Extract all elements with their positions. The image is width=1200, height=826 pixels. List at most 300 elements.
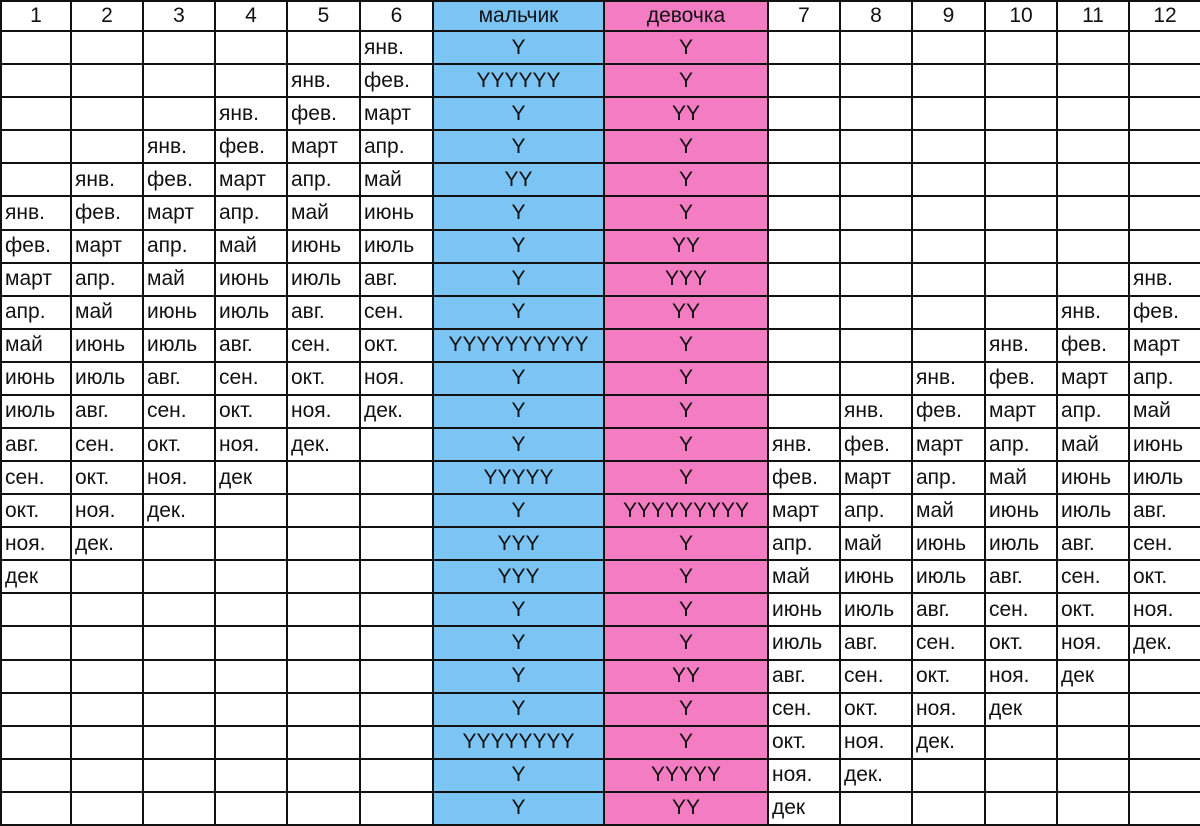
month-cell: фев. xyxy=(1129,296,1200,329)
month-cell: июнь xyxy=(912,527,985,560)
month-cell: авг. xyxy=(912,593,985,626)
month-cell xyxy=(1129,759,1200,792)
month-cell xyxy=(1057,31,1129,64)
girl-tally-cell: YY xyxy=(604,792,768,825)
month-cell xyxy=(840,130,912,163)
month-cell: май xyxy=(215,230,287,263)
month-cell: март xyxy=(143,196,215,229)
month-cell: янв. xyxy=(215,97,287,130)
month-cell: ноя. xyxy=(215,428,287,461)
month-cell: дек. xyxy=(287,428,360,461)
month-cell: ноя. xyxy=(287,395,360,428)
month-cell: янв. xyxy=(1129,263,1200,296)
month-cell xyxy=(840,196,912,229)
month-cell xyxy=(143,626,215,659)
boy-tally-cell: Y xyxy=(433,31,604,64)
table-row xyxy=(1,395,1200,428)
month-cell: фев. xyxy=(985,362,1057,395)
boy-tally-cell: Y xyxy=(433,428,604,461)
month-cell xyxy=(840,31,912,64)
girl-tally-cell: YYY xyxy=(604,263,768,296)
girl-tally-cell: Y xyxy=(604,64,768,97)
month-cell: окт. xyxy=(912,660,985,693)
month-cell xyxy=(1057,759,1129,792)
table-row xyxy=(1,97,1200,130)
month-cell: дек. xyxy=(360,395,433,428)
header-column-number: 4 xyxy=(215,1,287,31)
month-cell xyxy=(912,792,985,825)
month-cell xyxy=(1057,64,1129,97)
month-cell xyxy=(912,31,985,64)
month-cell xyxy=(768,395,840,428)
month-cell xyxy=(1129,64,1200,97)
month-cell: май xyxy=(840,527,912,560)
month-cell: апр. xyxy=(71,263,143,296)
table-row xyxy=(1,527,1200,560)
month-cell: сен. xyxy=(71,428,143,461)
month-cell: фев. xyxy=(1057,329,1129,362)
month-cell xyxy=(71,97,143,130)
boy-tally-cell: Y xyxy=(433,263,604,296)
header-column-number: 5 xyxy=(287,1,360,31)
month-cell: авг. xyxy=(1129,494,1200,527)
month-cell: апр. xyxy=(1129,362,1200,395)
month-cell xyxy=(143,759,215,792)
month-cell xyxy=(1057,196,1129,229)
month-cell xyxy=(1,64,71,97)
month-cell xyxy=(71,792,143,825)
month-cell: ноя. xyxy=(768,759,840,792)
month-cell xyxy=(912,759,985,792)
header-column-number: 1 xyxy=(1,1,71,31)
month-cell: апр. xyxy=(985,428,1057,461)
header-column-number: 6 xyxy=(360,1,433,31)
month-cell xyxy=(985,163,1057,196)
month-cell: март xyxy=(71,230,143,263)
month-cell: апр. xyxy=(1057,395,1129,428)
girl-tally-cell: Y xyxy=(604,130,768,163)
month-cell xyxy=(1,660,71,693)
table-row xyxy=(1,163,1200,196)
month-cell: март xyxy=(912,428,985,461)
month-cell xyxy=(1129,31,1200,64)
month-cell: май xyxy=(1,329,71,362)
table-row xyxy=(1,230,1200,263)
girl-tally-cell: YY xyxy=(604,230,768,263)
month-cell: авг. xyxy=(840,626,912,659)
month-cell xyxy=(768,64,840,97)
month-cell xyxy=(360,792,433,825)
month-cell: март xyxy=(768,494,840,527)
month-cell: фев. xyxy=(215,130,287,163)
month-cell: март xyxy=(1129,329,1200,362)
month-cell: сен. xyxy=(840,660,912,693)
month-cell: окт. xyxy=(768,726,840,759)
month-cell xyxy=(985,97,1057,130)
month-cell xyxy=(215,560,287,593)
month-cell: май xyxy=(71,296,143,329)
month-cell: ноя. xyxy=(71,494,143,527)
girl-tally-cell: Y xyxy=(604,428,768,461)
month-cell xyxy=(143,97,215,130)
month-cell: дек. xyxy=(1129,626,1200,659)
month-cell xyxy=(143,31,215,64)
month-cell xyxy=(1129,726,1200,759)
boy-tally-cell: Y xyxy=(433,97,604,130)
month-cell: ноя. xyxy=(1,527,71,560)
month-cell xyxy=(1,97,71,130)
month-cell xyxy=(840,64,912,97)
month-cell: дек. xyxy=(840,759,912,792)
month-cell: апр. xyxy=(360,130,433,163)
table-row xyxy=(1,693,1200,726)
month-cell xyxy=(360,461,433,494)
month-cell xyxy=(985,230,1057,263)
month-cell xyxy=(143,560,215,593)
girl-tally-cell: Y xyxy=(604,362,768,395)
month-cell: авг. xyxy=(71,395,143,428)
month-cell: март xyxy=(985,395,1057,428)
header-girl: девочка xyxy=(604,1,768,31)
header-column-number: 9 xyxy=(912,1,985,31)
month-cell xyxy=(1057,263,1129,296)
month-cell xyxy=(1057,230,1129,263)
month-cell xyxy=(768,329,840,362)
month-cell: авг. xyxy=(360,263,433,296)
month-cell xyxy=(71,626,143,659)
girl-tally-cell: YYYYY xyxy=(604,759,768,792)
table-body xyxy=(1,1,1200,825)
table-row xyxy=(1,31,1200,64)
month-cell xyxy=(840,329,912,362)
boy-tally-cell: Y xyxy=(433,626,604,659)
month-cell xyxy=(1057,97,1129,130)
header-column-number: 2 xyxy=(71,1,143,31)
month-cell xyxy=(215,726,287,759)
table-row xyxy=(1,660,1200,693)
month-cell xyxy=(287,726,360,759)
month-cell xyxy=(1057,693,1129,726)
month-cell xyxy=(287,660,360,693)
table-row xyxy=(1,626,1200,659)
month-cell: июнь xyxy=(1129,428,1200,461)
month-cell xyxy=(912,329,985,362)
month-cell xyxy=(143,726,215,759)
boy-tally-cell: Y xyxy=(433,792,604,825)
month-cell xyxy=(143,660,215,693)
month-cell: янв. xyxy=(71,163,143,196)
month-cell xyxy=(912,296,985,329)
month-cell xyxy=(985,196,1057,229)
month-cell xyxy=(768,196,840,229)
girl-tally-cell: YY xyxy=(604,660,768,693)
month-cell: июль xyxy=(143,329,215,362)
month-cell: ноя. xyxy=(360,362,433,395)
boy-tally-cell: Y xyxy=(433,230,604,263)
month-cell xyxy=(1,693,71,726)
month-cell: май xyxy=(768,560,840,593)
month-cell xyxy=(215,593,287,626)
month-cell: март xyxy=(1,263,71,296)
month-cell xyxy=(287,792,360,825)
month-cell: май xyxy=(143,263,215,296)
month-cell: дек xyxy=(768,792,840,825)
month-cell xyxy=(768,31,840,64)
boy-tally-cell: Y xyxy=(433,395,604,428)
month-cell xyxy=(143,792,215,825)
table-row xyxy=(1,593,1200,626)
month-cell: ноя. xyxy=(840,726,912,759)
boy-tally-cell: Y xyxy=(433,196,604,229)
month-cell: март xyxy=(1057,362,1129,395)
table-row xyxy=(1,196,1200,229)
table-row xyxy=(1,759,1200,792)
month-cell: июнь xyxy=(985,494,1057,527)
month-cell xyxy=(215,759,287,792)
month-cell: март xyxy=(360,97,433,130)
month-cell xyxy=(768,296,840,329)
boy-tally-cell: Y xyxy=(433,759,604,792)
month-cell: ноя. xyxy=(985,660,1057,693)
month-cell: апр. xyxy=(287,163,360,196)
month-cell: янв. xyxy=(360,31,433,64)
month-cell: июль xyxy=(287,263,360,296)
boy-tally-cell: Y xyxy=(433,130,604,163)
month-cell: июль xyxy=(360,230,433,263)
month-cell: дек. xyxy=(912,726,985,759)
month-cell: июль xyxy=(840,593,912,626)
month-cell: окт. xyxy=(287,362,360,395)
month-cell: окт. xyxy=(985,626,1057,659)
month-cell xyxy=(360,626,433,659)
month-cell xyxy=(985,263,1057,296)
month-cell xyxy=(360,693,433,726)
girl-tally-cell: Y xyxy=(604,196,768,229)
month-cell xyxy=(215,626,287,659)
month-cell xyxy=(1057,726,1129,759)
month-cell xyxy=(215,494,287,527)
header-column-number: 12 xyxy=(1129,1,1200,31)
header-row xyxy=(1,1,1200,31)
month-cell xyxy=(912,196,985,229)
girl-tally-cell: YY xyxy=(604,97,768,130)
month-cell xyxy=(360,428,433,461)
month-cell: май xyxy=(1129,395,1200,428)
month-cell xyxy=(360,560,433,593)
header-column-number: 11 xyxy=(1057,1,1129,31)
month-cell xyxy=(768,230,840,263)
month-cell: май xyxy=(360,163,433,196)
month-cell xyxy=(1,31,71,64)
boy-tally-cell: YYYYY xyxy=(433,461,604,494)
month-cell xyxy=(215,693,287,726)
month-cell: июнь xyxy=(71,329,143,362)
month-cell xyxy=(768,263,840,296)
month-cell xyxy=(287,31,360,64)
month-cell xyxy=(985,130,1057,163)
girl-tally-cell: Y xyxy=(604,527,768,560)
month-cell: фев. xyxy=(143,163,215,196)
month-cell: авг. xyxy=(287,296,360,329)
girl-tally-cell: Y xyxy=(604,163,768,196)
boy-tally-cell: Y xyxy=(433,593,604,626)
month-cell: июль xyxy=(1129,461,1200,494)
month-cell xyxy=(360,726,433,759)
header-column-number: 3 xyxy=(143,1,215,31)
month-cell: фев. xyxy=(840,428,912,461)
month-cell xyxy=(1129,130,1200,163)
month-cell: окт. xyxy=(143,428,215,461)
month-cell xyxy=(71,726,143,759)
girl-tally-cell: Y xyxy=(604,329,768,362)
table-row xyxy=(1,428,1200,461)
month-cell xyxy=(1,593,71,626)
month-cell xyxy=(912,97,985,130)
month-cell: янв. xyxy=(1,196,71,229)
month-cell xyxy=(985,759,1057,792)
month-cell xyxy=(768,97,840,130)
table-row xyxy=(1,362,1200,395)
month-cell: июнь xyxy=(1057,461,1129,494)
month-cell: окт. xyxy=(1,494,71,527)
boy-tally-cell: Y xyxy=(433,296,604,329)
month-cell xyxy=(71,31,143,64)
month-cell: апр. xyxy=(912,461,985,494)
month-cell: июнь xyxy=(840,560,912,593)
month-cell xyxy=(71,64,143,97)
month-cell: июнь xyxy=(215,263,287,296)
month-cell: сен. xyxy=(912,626,985,659)
month-cell: июнь xyxy=(768,593,840,626)
month-cell xyxy=(1129,230,1200,263)
header-boy: мальчик xyxy=(433,1,604,31)
month-cell: окт. xyxy=(71,461,143,494)
month-cell xyxy=(71,660,143,693)
month-cell xyxy=(215,31,287,64)
table-row xyxy=(1,329,1200,362)
month-cell: июль xyxy=(1,395,71,428)
month-cell xyxy=(1,130,71,163)
month-cell xyxy=(287,494,360,527)
month-cell xyxy=(287,593,360,626)
month-cell xyxy=(912,130,985,163)
month-cell xyxy=(1129,196,1200,229)
month-cell: ноя. xyxy=(1057,626,1129,659)
month-cell: янв. xyxy=(840,395,912,428)
month-cell xyxy=(287,626,360,659)
month-cell: авг. xyxy=(1057,527,1129,560)
month-cell: июль xyxy=(215,296,287,329)
month-cell: сен. xyxy=(1129,527,1200,560)
month-cell xyxy=(1129,660,1200,693)
month-cell xyxy=(1,726,71,759)
month-cell xyxy=(985,31,1057,64)
month-cell: дек. xyxy=(71,527,143,560)
month-cell xyxy=(840,362,912,395)
month-cell: авг. xyxy=(985,560,1057,593)
girl-tally-cell: Y xyxy=(604,693,768,726)
month-cell: авг. xyxy=(215,329,287,362)
month-cell: июнь xyxy=(360,196,433,229)
month-cell xyxy=(1057,792,1129,825)
month-cell xyxy=(360,759,433,792)
boy-tally-cell: YY xyxy=(433,163,604,196)
month-cell: дек xyxy=(1057,660,1129,693)
month-cell: авг. xyxy=(143,362,215,395)
girl-tally-cell: Y xyxy=(604,726,768,759)
table-row xyxy=(1,494,1200,527)
month-cell: апр. xyxy=(1,296,71,329)
table-row xyxy=(1,560,1200,593)
month-cell: март xyxy=(215,163,287,196)
table-row xyxy=(1,726,1200,759)
month-cell xyxy=(912,64,985,97)
month-cell: июль xyxy=(912,560,985,593)
girl-tally-cell: YYYYYYYYY xyxy=(604,494,768,527)
boy-tally-cell: YYY xyxy=(433,527,604,560)
month-cell: авг. xyxy=(1,428,71,461)
month-cell: июль xyxy=(985,527,1057,560)
month-cell: ноя. xyxy=(1129,593,1200,626)
month-cell: ноя. xyxy=(912,693,985,726)
boy-tally-cell: YYY xyxy=(433,560,604,593)
month-cell: дек. xyxy=(143,494,215,527)
girl-tally-cell: Y xyxy=(604,395,768,428)
month-cell: сен. xyxy=(768,693,840,726)
month-cell xyxy=(143,693,215,726)
boy-tally-cell: YYYYYYYY xyxy=(433,726,604,759)
boy-tally-cell: Y xyxy=(433,362,604,395)
month-cell xyxy=(912,230,985,263)
month-cell: дек xyxy=(215,461,287,494)
girl-tally-cell: Y xyxy=(604,461,768,494)
month-cell xyxy=(143,527,215,560)
month-cell: фев. xyxy=(287,97,360,130)
month-cell: март xyxy=(287,130,360,163)
month-cell xyxy=(287,560,360,593)
month-cell: ноя. xyxy=(143,461,215,494)
table-row xyxy=(1,263,1200,296)
month-cell xyxy=(985,792,1057,825)
month-cell xyxy=(143,593,215,626)
month-cell: сен. xyxy=(1057,560,1129,593)
month-cell: июль xyxy=(71,362,143,395)
month-cell xyxy=(71,693,143,726)
boy-tally-cell: Y xyxy=(433,693,604,726)
month-cell: фев. xyxy=(71,196,143,229)
month-cell xyxy=(215,527,287,560)
month-cell: окт. xyxy=(840,693,912,726)
month-cell xyxy=(912,263,985,296)
table-row xyxy=(1,461,1200,494)
girl-tally-cell: YY xyxy=(604,296,768,329)
month-cell: янв. xyxy=(912,362,985,395)
boy-tally-cell: YYYYYYYYYY xyxy=(433,329,604,362)
boy-tally-cell: YYYYYY xyxy=(433,64,604,97)
month-cell xyxy=(71,759,143,792)
month-cell xyxy=(360,593,433,626)
month-cell xyxy=(287,527,360,560)
girl-tally-cell: Y xyxy=(604,626,768,659)
month-cell xyxy=(985,726,1057,759)
month-cell xyxy=(1,759,71,792)
month-cell xyxy=(215,660,287,693)
month-cell xyxy=(71,593,143,626)
month-cell xyxy=(71,560,143,593)
month-cell xyxy=(768,163,840,196)
month-cell xyxy=(360,660,433,693)
month-cell xyxy=(912,163,985,196)
